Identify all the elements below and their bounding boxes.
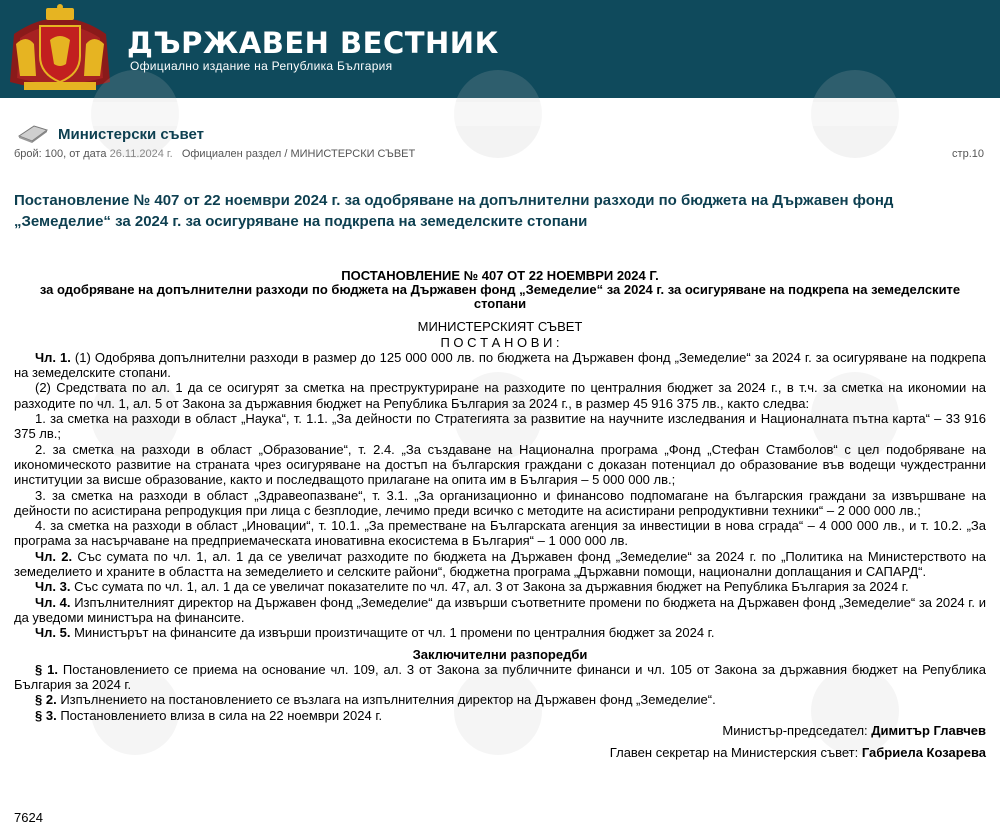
- paragraph-text: Изпълнението на постановлението се възлага на изпълнителния директор на Държавен фонд „Земеделие“.: [60, 692, 716, 708]
- article-text: Със сумата по чл. 1, ал. 1 да се увеличат разходите по бюджета на Държавен фонд „Земеделие“ за 2024 г. по „Политика на Министерството на земеделието и храните в областта на земеделието и селските райони“, бюджетна програма „Държавни помощи, национални доплащания и САПАРД“.: [14, 548, 986, 580]
- paragraph-2: [14, 692, 986, 707]
- article-label: Чл. 5.: [35, 625, 71, 641]
- paragraph-label: § 1.: [35, 661, 58, 677]
- document-title: Постановление № 407 от 22 ноември 2024 г. за одобряване на допълнителни разходи по бюджета на Държавен фонд „Земеделие“ за 2024 г. за осигуряване на подкрепа на земеделските стопани: [14, 192, 894, 230]
- section-name[interactable]: Министерски съвет: [58, 126, 205, 143]
- document-body: [14, 268, 986, 761]
- signature-name: Димитър Главчев: [871, 723, 986, 739]
- article-2: [14, 549, 986, 580]
- paragraph-text: Постановлението влиза в сила на 22 ноември 2024 г.: [60, 707, 383, 723]
- signature-name: Габриела Козарева: [861, 745, 986, 761]
- paragraph-1: [14, 662, 986, 693]
- article-3: [14, 579, 986, 594]
- bta-watermark-icon: [800, 68, 910, 160]
- article-label: Чл. 3.: [35, 579, 71, 595]
- final-provisions-heading: Заключителни разпоредби: [412, 646, 588, 662]
- article-label: Чл. 1.: [35, 349, 71, 365]
- article-text: (1) Одобрява допълнителни разходи в размер до 125 000 000 лв. по бюджета на Държавен фонд „Земеделие“ за 2024 г. за осигуряване на подкрепа на земеделските стопани.: [14, 349, 986, 381]
- signature-prime-minister: [14, 723, 986, 738]
- council-label: МИНИСТЕРСКИЯТ СЪВЕТ: [417, 319, 583, 335]
- issue-number: 7624: [14, 810, 43, 825]
- paragraph-3: [14, 708, 986, 723]
- decree-heading: ПОСТАНОВЛЕНИЕ № 407 ОТ 22 НОЕМВРИ 2024 Г.: [341, 268, 659, 283]
- meta-prefix: брой: 100, от дата: [14, 148, 107, 160]
- list-item: 1. за сметка на разходи в област „Наука“, т. 1.1. „За дейности по Стратегията за развитие на научните изследвания и Националната пътна карта“ – 33 916 375 лв.;: [14, 411, 986, 442]
- bta-watermark-icon: [443, 68, 553, 160]
- signature-secretary: [14, 745, 986, 760]
- list-item: 2. за сметка на разходи в област „Образование“, т. 2.4. „За създаване на Национална програма „Фонд „Стефан Стамболов“ с цел подобряване на икономическото развитие на страната чрез осигуряване на достъп на българския граждани с доказан потенциал до образование във водещи чуждестранни институции за висше образование, както и последващото прилагане на опита им в България – 5 000 000 лв.;: [14, 441, 986, 488]
- issue-meta: [14, 148, 415, 160]
- article-text: Изпълнителният директор на Държавен фонд „Земеделие“ да извърши съответните промени по бюджета на Държавен фонд „Земеделие“ за 2024 г. и да уведоми министъра на финансите.: [14, 594, 986, 625]
- paragraph-label: § 3.: [35, 707, 57, 723]
- signature-role: Главен секретар на Министерския съвет:: [609, 745, 859, 761]
- page-number: стр.10: [952, 148, 984, 160]
- gazette-subtitle: Официално издание на Република България: [130, 59, 393, 73]
- article-label: Чл. 4.: [35, 594, 71, 610]
- paragraph-label: § 2.: [35, 692, 57, 708]
- meta-date: 26.11.2024 г.: [109, 148, 173, 160]
- paragraph-text: Постановлението се приема на основание чл. 109, ал. 3 от Закона за публичните финанси и чл. 105 от Закона за държавния бюджет на Република България за 2024 г.: [14, 661, 986, 693]
- gavel-icon: [16, 122, 50, 144]
- article-4: [14, 595, 986, 626]
- decree-subheading: за одобряване на допълнителни разходи по бюджета на Държавен фонд „Земеделие“ за 2024 г. за осигуряване на подкрепа на земеделските стопани: [39, 282, 961, 312]
- list-item: 3. за сметка на разходи в област „Здравеопазване“, т. 3.1. „За организационно и финансово подпомагане на българския граждани за извършване на дейности по асистирана репродукция при лица с безплодие, лечимо преди всичко с методите на асистирани репродуктивни техники“ – 2 000 000 лв.;: [14, 487, 986, 518]
- meta-section: Официален раздел / МИНИСТЕРСКИ СЪВЕТ: [181, 148, 416, 160]
- signature-role: Министър-председател:: [722, 723, 868, 739]
- article-text: Със сумата по чл. 1, ал. 1 да се увеличат показателите по чл. 47, ал. 3 от Закона за държавния бюджет на Република България за 2024 г.: [74, 579, 909, 595]
- article-text: Министърът на финансите да извърши произтичащите от чл. 1 промени по централния бюджет за 2024 г.: [74, 625, 715, 641]
- article-1: [14, 350, 986, 381]
- bta-watermark-icon: [80, 68, 190, 160]
- list-item: 4. за сметка на разходи в област „Иновации“, т. 10.1. „За преместване на Българската агенция за инвестиции в нова сграда“ – 4 000 000 лв., и т. 10.2. „За програма за насърчаване на предприемаческата иновативна екосистема в България“ – 1 000 000 лв.: [14, 518, 986, 549]
- article-label: Чл. 2.: [35, 548, 73, 564]
- gazette-title: ДЪРЖАВЕН ВЕСТНИК: [127, 26, 499, 60]
- article-5: [14, 625, 986, 640]
- article-1-paragraph-2: (2) Средствата по ал. 1 да се осигурят за сметка на преструктуриране на разходите по централния бюджет за 2024 г., в т.ч. за сметка на икономии на разходите по чл. 1, ал. 5 от Закона за държавния бюджет на Република България за 2024 г., в размер 45 916 375 лв., както следва:: [14, 380, 986, 411]
- decrees-label: П О С Т А Н О В И :: [440, 334, 560, 350]
